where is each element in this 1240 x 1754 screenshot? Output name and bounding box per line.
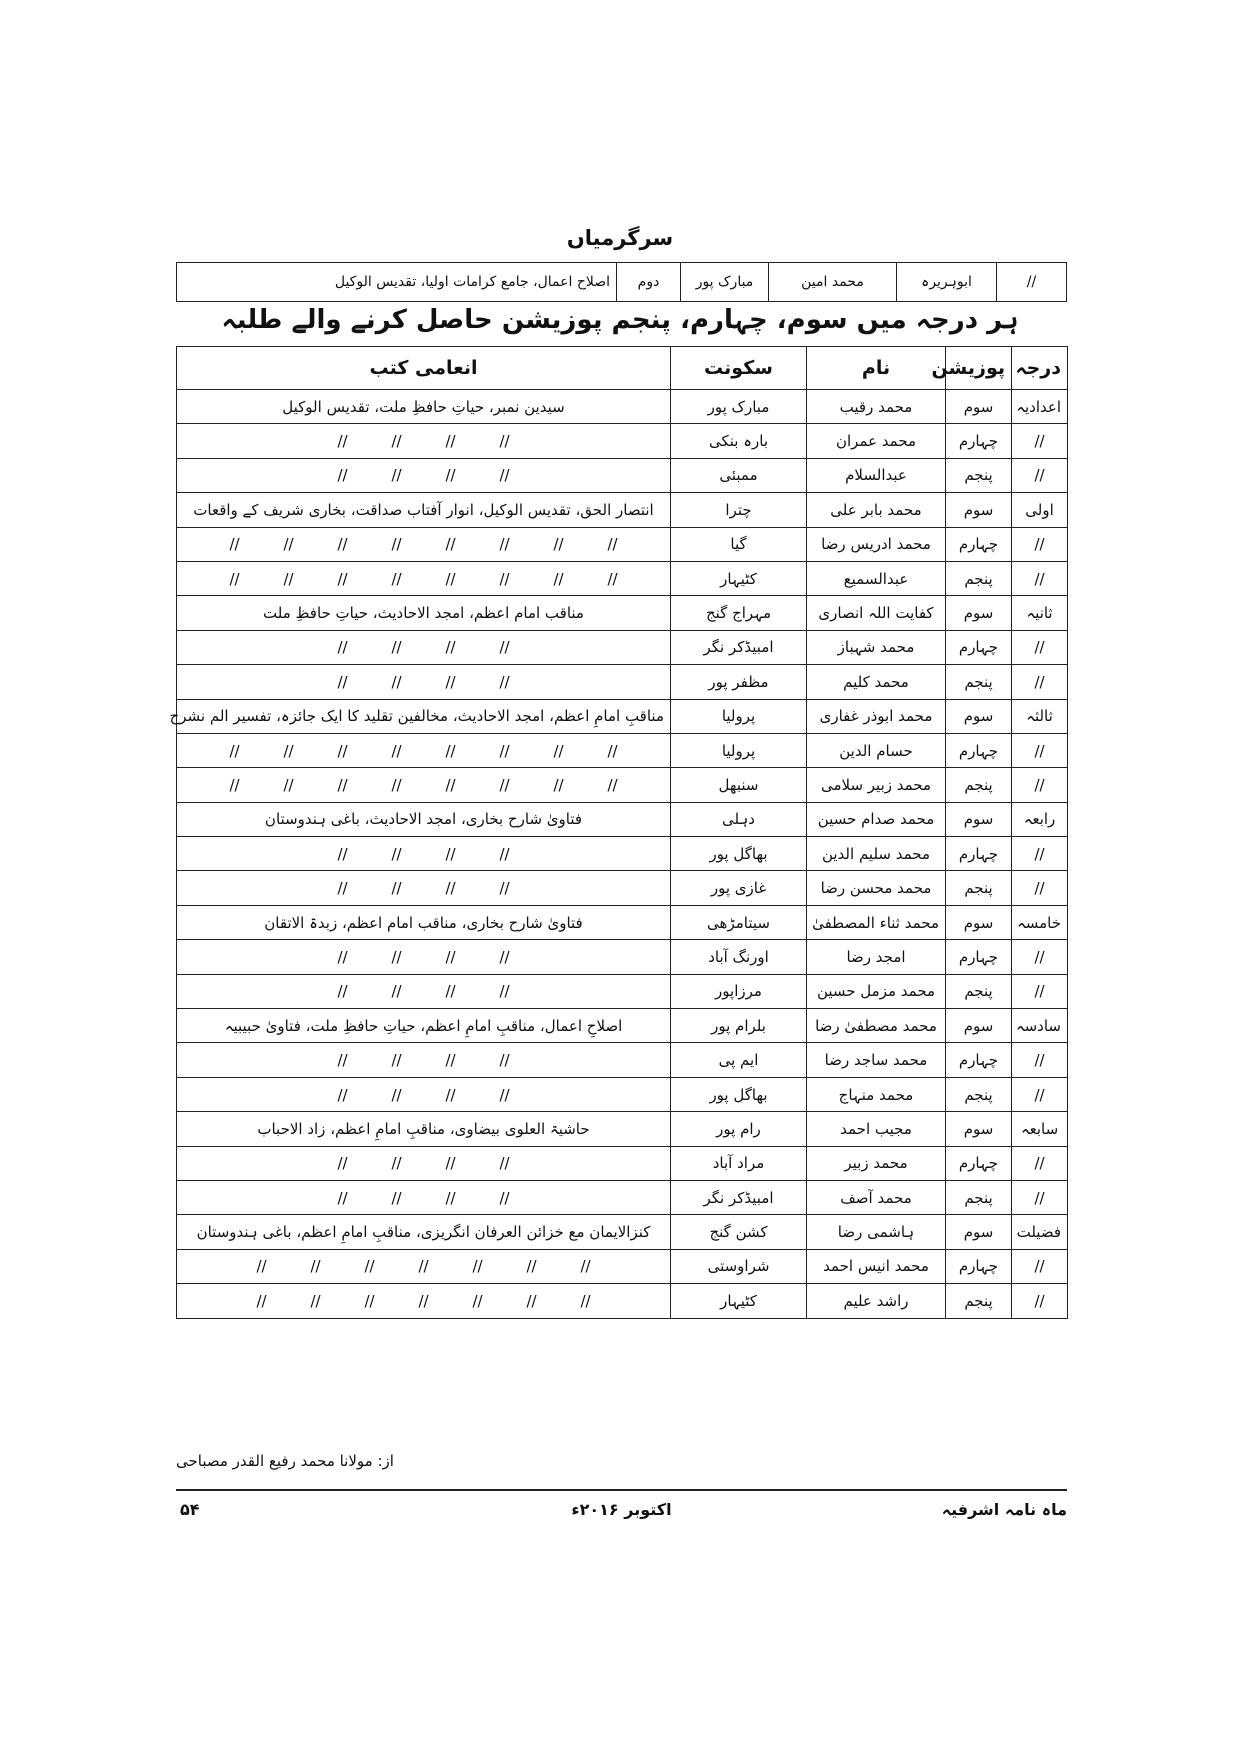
ditto-mark: //: [526, 1291, 537, 1310]
name-cell: محمد عمران: [807, 424, 946, 458]
grade-cell: خامسہ: [1012, 905, 1068, 939]
books-cell: [177, 733, 671, 767]
grade-cell: //: [1012, 974, 1068, 1008]
position-cell: سوم: [946, 596, 1012, 630]
books-cell: [177, 837, 671, 871]
name-cell: محمد کلیم: [807, 665, 946, 699]
residence-cell: ممبئی: [671, 458, 807, 492]
grade-cell: //: [1012, 940, 1068, 974]
positions-table: [169, 346, 1068, 1319]
table-row: [177, 458, 1068, 492]
table-row: [177, 424, 1068, 458]
ditto-mark: //: [256, 1257, 267, 1276]
table-row: [177, 940, 1068, 974]
ditto-mark: //: [499, 638, 510, 657]
ditto-mark: //: [553, 775, 564, 794]
ditto-mark: //: [553, 741, 564, 760]
books-cell: اصلاحِ اعمال، مناقبِ امامِ اعظم، حیاتِ حافظِ ملت، فتاویٰ حبیبیہ: [177, 1009, 671, 1043]
ditto-mark: //: [337, 947, 348, 966]
ditto-mark: //: [445, 1154, 456, 1173]
position-cell: پنجم: [946, 665, 1012, 699]
credit-line: از: مولانا محمد رفیع القدر مصباحی: [176, 1452, 394, 1470]
grade-cell: //: [1012, 1077, 1068, 1111]
position-cell: سوم: [946, 802, 1012, 836]
residence-cell: مبارک پور: [671, 390, 807, 424]
ditto-mark: //: [364, 1291, 375, 1310]
position-cell: سوم: [946, 493, 1012, 527]
books-cell: [177, 424, 671, 458]
ditto-mark: //: [391, 947, 402, 966]
top-books-cell: اصلاح اعمال، جامع کرامات اولیا، تقدیس الوکیل: [177, 263, 617, 302]
grade-cell: اولی: [1012, 493, 1068, 527]
ditto-mark: //: [499, 1188, 510, 1207]
table-row: [177, 699, 1068, 733]
ditto-mark: //: [283, 569, 294, 588]
ditto-mark: //: [391, 432, 402, 451]
top-name-cell: محمد امین: [769, 263, 897, 302]
books-cell: سیدین نمبر، حیاتِ حافظِ ملت، تقدیس الوکیل: [177, 390, 671, 424]
grade-cell: //: [1012, 837, 1068, 871]
ditto-mark: //: [391, 741, 402, 760]
header-residence: سکونت: [671, 347, 807, 390]
name-cell: محمد سلیم الدین: [807, 837, 946, 871]
residence-cell: دہلی: [671, 802, 807, 836]
name-cell: امجد رضا: [807, 940, 946, 974]
residence-cell: کشن گنج: [671, 1215, 807, 1249]
position-cell: سوم: [946, 1009, 1012, 1043]
ditto-mark: //: [391, 569, 402, 588]
table-row: [177, 1043, 1068, 1077]
ditto-mark: //: [337, 879, 348, 898]
position-cell: پنجم: [946, 1284, 1012, 1318]
grade-cell: رابعہ: [1012, 802, 1068, 836]
books-cell: [177, 1146, 671, 1180]
name-cell: محمد ساجد رضا: [807, 1043, 946, 1077]
ditto-mark: //: [472, 1257, 483, 1276]
name-cell: محمد رقیب: [807, 390, 946, 424]
table-row: [177, 1180, 1068, 1214]
position-cell: چہارم: [946, 837, 1012, 871]
table-row: [177, 905, 1068, 939]
name-cell: محمد ثناء المصطفیٰ: [807, 905, 946, 939]
table-row: [177, 1077, 1068, 1111]
position-cell: سوم: [946, 699, 1012, 733]
ditto-mark: //: [499, 672, 510, 691]
position-cell: چہارم: [946, 1146, 1012, 1180]
ditto-mark: //: [310, 1257, 321, 1276]
ditto-mark: //: [499, 982, 510, 1001]
ditto-mark: //: [337, 741, 348, 760]
residence-cell: سیتامڑھی: [671, 905, 807, 939]
name-cell: راشد علیم: [807, 1284, 946, 1318]
residence-cell: مراد آباد: [671, 1146, 807, 1180]
grade-cell: //: [1012, 561, 1068, 595]
books-cell: حاشیۃ العلوی بیضاوی، مناقبِ امامِ اعظم، زاد الاحباب: [177, 1112, 671, 1146]
ditto-mark: //: [499, 775, 510, 794]
table-row: [177, 630, 1068, 664]
grade-cell: اعدادیہ: [1012, 390, 1068, 424]
position-cell: پنجم: [946, 871, 1012, 905]
ditto-mark: //: [337, 535, 348, 554]
table-row: [177, 390, 1068, 424]
books-cell: [177, 527, 671, 561]
table-row: [177, 802, 1068, 836]
books-cell: مناقب امام اعظم، امجد الاحادیث، حیاتِ حافظِ ملت: [177, 596, 671, 630]
grade-cell: //: [1012, 630, 1068, 664]
residence-cell: سنبھل: [671, 768, 807, 802]
books-cell: [177, 561, 671, 595]
books-cell: [177, 630, 671, 664]
ditto-mark: //: [391, 638, 402, 657]
ditto-mark: //: [337, 432, 348, 451]
table-row: [177, 974, 1068, 1008]
ditto-mark: //: [526, 1257, 537, 1276]
position-cell: سوم: [946, 905, 1012, 939]
ditto-mark: //: [499, 844, 510, 863]
ditto-mark: //: [229, 741, 240, 760]
ditto-mark: //: [553, 569, 564, 588]
name-cell: محمد آصف: [807, 1180, 946, 1214]
ditto-mark: //: [445, 1085, 456, 1104]
ditto-mark: //: [607, 741, 618, 760]
ditto-mark: //: [391, 466, 402, 485]
main-heading: ہر درجہ میں سوم، چہارم، پنجم پوزیشن حاصل کرنے والے طلبہ: [221, 305, 1019, 335]
ditto-mark: //: [391, 1154, 402, 1173]
position-cell: چہارم: [946, 1249, 1012, 1283]
grade-cell: //: [1012, 1180, 1068, 1214]
ditto-mark: //: [445, 1188, 456, 1207]
books-cell: کنزالایمان مع خزائن العرفان انگریزی، مناقبِ امامِ اعظم، باغی ہندوستان: [177, 1215, 671, 1249]
residence-cell: مظفر پور: [671, 665, 807, 699]
table-row: [177, 493, 1068, 527]
ditto-mark: //: [445, 947, 456, 966]
name-cell: محمد ابوذر غفاری: [807, 699, 946, 733]
books-cell: مناقبِ امامِ اعظم، امجد الاحادیث، مخالفین تقلید کا ایک جائزہ، تفسیر الم نشرح: [177, 699, 671, 733]
ditto-mark: //: [391, 672, 402, 691]
ditto-mark: //: [391, 775, 402, 794]
residence-cell: شراوستی: [671, 1249, 807, 1283]
ditto-mark: //: [310, 1291, 321, 1310]
table-row: [177, 665, 1068, 699]
table-row: [177, 527, 1068, 561]
books-cell: [177, 768, 671, 802]
header-books: انعامی کتب: [177, 347, 671, 390]
name-cell: کفایت اللہ انصاری: [807, 596, 946, 630]
name-cell: محمد بابر علی: [807, 493, 946, 527]
ditto-mark: //: [337, 1085, 348, 1104]
ditto-mark: //: [499, 1085, 510, 1104]
table-row: [177, 263, 1067, 302]
ditto-mark: //: [391, 879, 402, 898]
ditto-mark: //: [391, 535, 402, 554]
grade-cell: //: [1012, 768, 1068, 802]
ditto-mark: //: [607, 775, 618, 794]
ditto-mark: //: [445, 638, 456, 657]
position-cell: پنجم: [946, 561, 1012, 595]
table-row: [177, 1215, 1068, 1249]
ditto-mark: //: [337, 982, 348, 1001]
grade-cell: //: [1012, 1284, 1068, 1318]
position-cell: پنجم: [946, 974, 1012, 1008]
name-cell: محمد محسن رضا: [807, 871, 946, 905]
position-cell: سوم: [946, 1112, 1012, 1146]
ditto-mark: //: [337, 844, 348, 863]
ditto-mark: //: [580, 1257, 591, 1276]
grade-cell: //: [1012, 1043, 1068, 1077]
books-cell: [177, 1180, 671, 1214]
name-cell: عبدالسلام: [807, 458, 946, 492]
ditto-mark: //: [418, 1291, 429, 1310]
position-cell: چہارم: [946, 527, 1012, 561]
books-cell: [177, 665, 671, 699]
ditto-mark: //: [337, 1154, 348, 1173]
ditto-mark: //: [337, 638, 348, 657]
residence-cell: مہراج گنج: [671, 596, 807, 630]
grade-cell: فضیلت: [1012, 1215, 1068, 1249]
position-cell: چہارم: [946, 940, 1012, 974]
books-cell: [177, 1249, 671, 1283]
name-cell: محمد ادریس رضا: [807, 527, 946, 561]
table-row: [177, 837, 1068, 871]
ditto-mark: //: [445, 569, 456, 588]
ditto-mark: //: [445, 775, 456, 794]
top-name-cell: ابوہریرہ: [897, 263, 997, 302]
ditto-mark: //: [337, 1051, 348, 1070]
ditto-mark: //: [607, 535, 618, 554]
grade-cell: //: [1012, 424, 1068, 458]
ditto-mark: //: [337, 775, 348, 794]
books-cell: فتاویٰ شارح بخاری، مناقب امام اعظم، زبدۃ الاتقان: [177, 905, 671, 939]
residence-cell: گیا: [671, 527, 807, 561]
ditto-mark: //: [391, 1051, 402, 1070]
grade-cell: //: [1012, 458, 1068, 492]
residence-cell: پرولیا: [671, 699, 807, 733]
grade-cell: //: [1012, 1146, 1068, 1180]
header-position: پوزیشن: [946, 347, 1012, 390]
ditto-mark: //: [499, 432, 510, 451]
books-cell: [177, 1284, 671, 1318]
ditto-mark: //: [256, 1291, 267, 1310]
ditto-mark: //: [418, 1257, 429, 1276]
table-row: [177, 768, 1068, 802]
ditto-mark: //: [391, 844, 402, 863]
name-cell: محمد مزمل حسین: [807, 974, 946, 1008]
residence-cell: چترا: [671, 493, 807, 527]
books-cell: [177, 1077, 671, 1111]
ditto-mark: //: [580, 1291, 591, 1310]
magazine-name: ماہ نامہ اشرفیہ: [941, 1500, 1067, 1519]
table-row: [177, 1009, 1068, 1043]
ditto-mark: //: [283, 775, 294, 794]
footer-divider: [176, 1489, 1067, 1491]
ditto-mark: //: [499, 1154, 510, 1173]
grade-cell: //: [1012, 527, 1068, 561]
name-cell: ہاشمی رضا: [807, 1215, 946, 1249]
residence-cell: کٹیہار: [671, 1284, 807, 1318]
books-cell: [177, 974, 671, 1008]
grade-cell: //: [1012, 665, 1068, 699]
name-cell: محمد منہاج: [807, 1077, 946, 1111]
position-cell: پنجم: [946, 1077, 1012, 1111]
ditto-mark: //: [445, 844, 456, 863]
books-cell: [177, 871, 671, 905]
name-cell: مجیب احمد: [807, 1112, 946, 1146]
name-cell: محمد انیس احمد: [807, 1249, 946, 1283]
page-footer: [176, 1500, 1067, 1530]
grade-cell: ثالثہ: [1012, 699, 1068, 733]
books-cell: [177, 1043, 671, 1077]
page-number: ۵۴: [180, 1500, 200, 1519]
ditto-mark: //: [607, 569, 618, 588]
name-cell: محمد شہباز: [807, 630, 946, 664]
position-cell: چہارم: [946, 1043, 1012, 1077]
issue-date: اکتوبر ۲۰۱۶ء: [571, 1500, 672, 1519]
top-grade-cell: //: [997, 263, 1067, 302]
ditto-mark: //: [391, 1188, 402, 1207]
ditto-mark: //: [337, 672, 348, 691]
top-residence-cell: مبارک پور: [681, 263, 769, 302]
residence-cell: غازی پور: [671, 871, 807, 905]
table-row: [177, 561, 1068, 595]
position-cell: سوم: [946, 390, 1012, 424]
ditto-mark: //: [391, 1085, 402, 1104]
residence-cell: بارہ بنکی: [671, 424, 807, 458]
residence-cell: رام پور: [671, 1112, 807, 1146]
grade-cell: //: [1012, 871, 1068, 905]
header-name: نام: [807, 347, 946, 390]
ditto-mark: //: [229, 535, 240, 554]
position-cell: سوم: [946, 1215, 1012, 1249]
ditto-mark: //: [499, 947, 510, 966]
residence-cell: امبیڈکر نگر: [671, 630, 807, 664]
table-row: [177, 871, 1068, 905]
ditto-mark: //: [445, 535, 456, 554]
ditto-mark: //: [499, 741, 510, 760]
ditto-mark: //: [499, 535, 510, 554]
top-position-cell: دوم: [617, 263, 681, 302]
grade-cell: ثانیہ: [1012, 596, 1068, 630]
position-cell: پنجم: [946, 768, 1012, 802]
name-cell: محمد زبیر: [807, 1146, 946, 1180]
table-row: [177, 733, 1068, 767]
position-cell: چہارم: [946, 424, 1012, 458]
ditto-mark: //: [337, 1188, 348, 1207]
position-cell: چہارم: [946, 630, 1012, 664]
name-cell: عبدالسمیع: [807, 561, 946, 595]
ditto-mark: //: [445, 741, 456, 760]
ditto-mark: //: [553, 535, 564, 554]
position-cell: پنجم: [946, 458, 1012, 492]
books-cell: [177, 458, 671, 492]
books-cell: [177, 940, 671, 974]
ditto-mark: //: [445, 432, 456, 451]
ditto-mark: //: [499, 466, 510, 485]
table-row: [177, 1284, 1068, 1318]
ditto-mark: //: [472, 1291, 483, 1310]
ditto-mark: //: [391, 982, 402, 1001]
name-cell: محمد زبیر سلامی: [807, 768, 946, 802]
ditto-mark: //: [445, 982, 456, 1001]
ditto-mark: //: [445, 1051, 456, 1070]
ditto-mark: //: [283, 741, 294, 760]
table-header-row: [177, 347, 1068, 390]
books-cell: فتاویٰ شارح بخاری، امجد الاحادیث، باغی ہندوستان: [177, 802, 671, 836]
books-cell: انتصار الحق، تقدیس الوکیل، انوار آفتاب صداقت، بخاری شریف کے واقعات: [177, 493, 671, 527]
ditto-mark: //: [499, 879, 510, 898]
ditto-mark: //: [229, 569, 240, 588]
grade-cell: //: [1012, 1249, 1068, 1283]
residence-cell: بلرام پور: [671, 1009, 807, 1043]
ditto-mark: //: [499, 569, 510, 588]
position-cell: چہارم: [946, 733, 1012, 767]
header-grade: درجہ: [1012, 347, 1068, 390]
residence-cell: اورنگ آباد: [671, 940, 807, 974]
ditto-mark: //: [499, 1051, 510, 1070]
ditto-mark: //: [229, 775, 240, 794]
table-row: [177, 1249, 1068, 1283]
position-cell: پنجم: [946, 1180, 1012, 1214]
residence-cell: ایم پی: [671, 1043, 807, 1077]
grade-cell: //: [1012, 733, 1068, 767]
top-continuation-table: [176, 262, 1067, 302]
ditto-mark: //: [283, 535, 294, 554]
table-row: [177, 1146, 1068, 1180]
name-cell: حسام الدین: [807, 733, 946, 767]
residence-cell: مرزاپور: [671, 974, 807, 1008]
name-cell: محمد صدام حسین: [807, 802, 946, 836]
table-row: [177, 1112, 1068, 1146]
table-row: [177, 596, 1068, 630]
name-cell: محمد مصطفیٰ رضا: [807, 1009, 946, 1043]
ditto-mark: //: [445, 466, 456, 485]
residence-cell: کٹیہار: [671, 561, 807, 595]
section-title: سرگرمیاں: [566, 226, 674, 250]
ditto-mark: //: [445, 879, 456, 898]
grade-cell: سابعہ: [1012, 1112, 1068, 1146]
ditto-mark: //: [337, 569, 348, 588]
residence-cell: امبیڈکر نگر: [671, 1180, 807, 1214]
residence-cell: پرولیا: [671, 733, 807, 767]
ditto-mark: //: [337, 466, 348, 485]
residence-cell: بھاگل پور: [671, 837, 807, 871]
ditto-mark: //: [445, 672, 456, 691]
grade-cell: سادسہ: [1012, 1009, 1068, 1043]
residence-cell: بھاگل پور: [671, 1077, 807, 1111]
ditto-mark: //: [364, 1257, 375, 1276]
